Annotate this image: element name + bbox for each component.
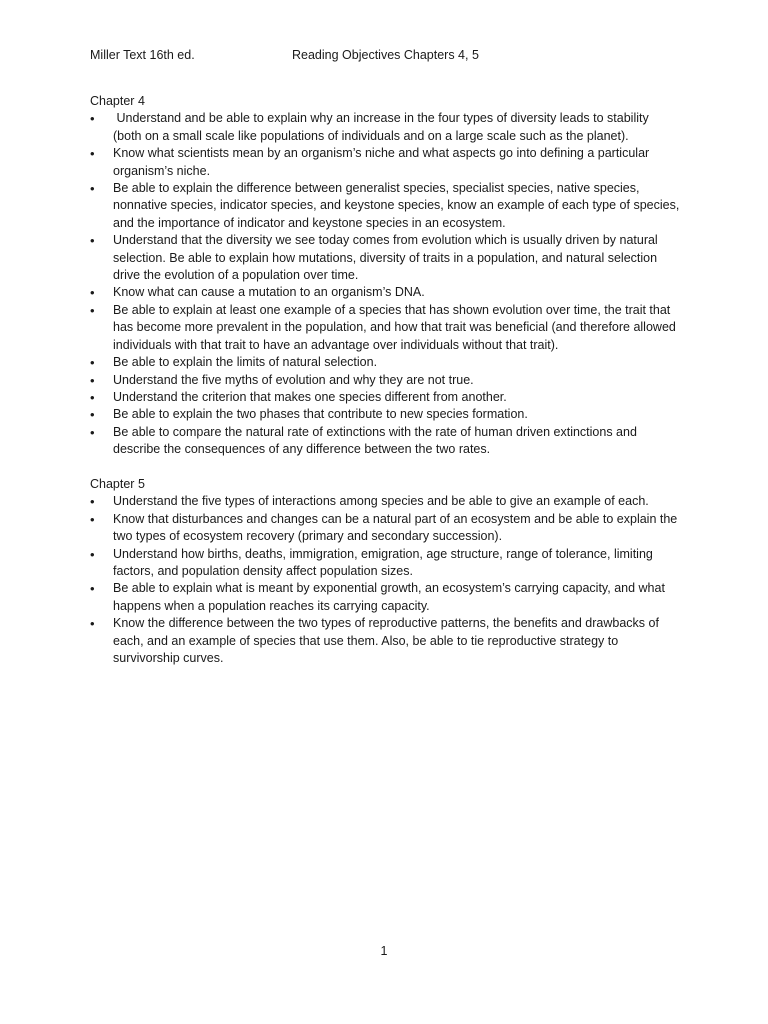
bullet-icon: • xyxy=(90,546,95,562)
list-item xyxy=(90,180,680,232)
chapter-heading: Chapter 5 xyxy=(90,476,145,491)
list-item xyxy=(90,493,680,510)
page-number: 1 xyxy=(380,944,388,958)
objective-text: Be able to explain what is meant by exponential growth, an ecosystem’s carrying capacity, and what happens when a population reaches its carrying capacity. xyxy=(113,581,665,613)
objective-text: Be able to compare the natural rate of extinctions with the rate of human driven extinctions and describe the consequences of any difference between the two rates. xyxy=(113,424,637,457)
bullet-icon: • xyxy=(90,424,95,440)
bullet-icon: • xyxy=(90,302,95,318)
objectives-list xyxy=(90,110,680,458)
list-item xyxy=(90,354,680,371)
bullet-icon: • xyxy=(90,581,95,597)
list-item xyxy=(90,424,680,459)
bullet-icon: • xyxy=(90,407,95,423)
chapter-5-section xyxy=(90,476,680,667)
bullet-icon: • xyxy=(90,233,95,249)
objective-text: Be able to explain the two phases that contribute to new species formation. xyxy=(113,407,528,422)
list-item xyxy=(90,302,680,354)
bullet-icon: • xyxy=(90,181,95,197)
list-item xyxy=(90,232,680,284)
bullet-icon: • xyxy=(90,146,95,162)
objective-text: Be able to explain the limits of natural selection. xyxy=(113,355,378,370)
header-textbook-label: Miller Text 16th ed. xyxy=(90,48,195,62)
list-item xyxy=(90,389,680,406)
list-item xyxy=(90,546,680,581)
header-document-title: Reading Objectives Chapters 4, 5 xyxy=(292,48,479,62)
bullet-icon: • xyxy=(90,372,95,388)
objective-text: Know that disturbances and changes can be a natural part of an ecosystem and be able to explain the two types of ecosystem recovery (primary and secondary succession). xyxy=(113,511,678,544)
bullet-icon: • xyxy=(90,355,95,371)
chapter-4-section xyxy=(90,93,680,459)
bullet-icon: • xyxy=(90,511,95,527)
objective-text: Be able to explain the difference between generalist species, specialist species, native species, nonnative species, indicator species, and keystone species, know an example of each type of species, and the importance of indicator and keystone species in an ecosystem. xyxy=(113,181,680,230)
list-item xyxy=(90,284,680,301)
document-body xyxy=(90,93,680,667)
list-item xyxy=(90,580,680,615)
list-item xyxy=(90,372,680,389)
list-item xyxy=(90,145,680,180)
page-header xyxy=(90,46,690,66)
objective-text: Understand how births, deaths, immigration, emigration, age structure, range of tolerance, limiting factors, and population density affect population sizes. xyxy=(113,546,653,578)
objective-text: Understand the five myths of evolution and why they are not true. xyxy=(113,372,474,387)
objective-text: Understand the five types of interactions among species and be able to give an example of each. xyxy=(113,494,649,509)
objective-text: Know what can cause a mutation to an organism’s DNA. xyxy=(113,285,425,300)
objective-text: Understand the criterion that makes one species different from another. xyxy=(113,389,507,404)
objective-text: Be able to explain at least one example of a species that has shown evolution over time, the trait that has become more prevalent in the population, and how that trait was beneficial (and therefore allowed individuals with that trait to have an advantage over individuals without that trait). xyxy=(113,302,676,352)
chapter-heading: Chapter 4 xyxy=(90,94,145,108)
list-item xyxy=(90,110,680,145)
list-item xyxy=(90,511,680,546)
objective-text: Know the difference between the two types of reproductive patterns, the benefits and drawbacks of each, and an example of species that use them. Also, be able to tie reproductive strategy to survivorship curves. xyxy=(113,616,659,665)
list-item xyxy=(90,406,680,423)
bullet-icon: • xyxy=(90,389,95,405)
bullet-icon: • xyxy=(90,111,95,127)
bullet-icon: • xyxy=(90,494,95,510)
objective-text: Understand and be able to explain why an increase in the four types of diversity leads to stability (both on a small scale like populations of individuals and on a large scale such as the planet). xyxy=(113,111,653,143)
bullet-icon: • xyxy=(90,616,95,632)
list-item xyxy=(90,615,680,667)
bullet-icon: • xyxy=(90,285,95,301)
objectives-list xyxy=(90,493,680,667)
objective-text: Know what scientists mean by an organism’s niche and what aspects go into defining a particular organism’s niche. xyxy=(113,146,650,178)
objective-text: Understand that the diversity we see today comes from evolution which is usually driven by natural selection. Be able to explain how mutations, diversity of traits in a population, and natural selection drive the evolution of a population over time. xyxy=(113,233,658,283)
